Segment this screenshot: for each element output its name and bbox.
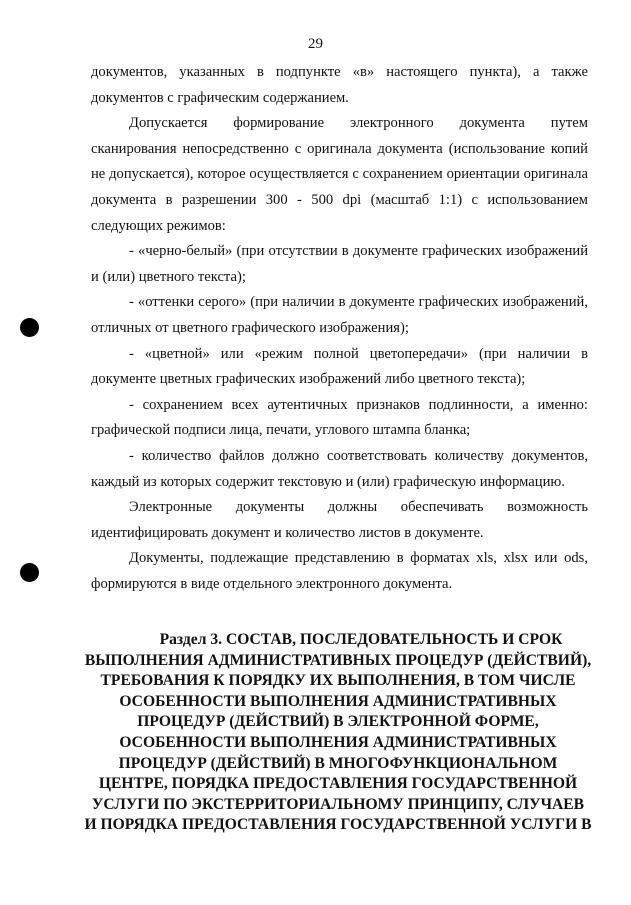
section-heading-text: Раздел 3. СОСТАВ, ПОСЛЕДОВАТЕЛЬНОСТЬ И СРОК ВЫПОЛНЕНИЯ АДМИНИСТРАТИВНЫХ ПРОЦЕДУР (ДЕЙСТВИЙ), ТРЕБОВАНИЯ К ПОРЯДКУ ИХ ВЫПОЛНЕНИЯ, В ТОМ ЧИСЛЕ ОСОБЕННОСТИ ВЫПОЛНЕНИЯ АДМИНИСТРАТИВНЫХ ПРОЦЕДУР (ДЕЙСТВИЙ) В ЭЛЕКТРОННОЙ ФОРМЕ, ОСОБЕННОСТИ ВЫПОЛНЕНИЯ АДМИНИСТРАТИВНЫХ ПРОЦЕДУР (ДЕЙСТВИЙ) В МНОГОФУНКЦИОНАЛЬНОМ ЦЕНТРЕ, ПОРЯДКА ПРЕДОСТАВЛЕНИЯ ГОСУДАРСТВЕННОЙ УСЛУГИ ПО ЭКСТЕРРИТОРИАЛЬНОМУ ПРИНЦИПУ, СЛУЧАЕВ И ПОРЯДКА ПРЕДОСТАВЛЕНИЯ ГОСУДАРСТВЕННОЙ УСЛУГИ В	[84, 631, 592, 834]
section-heading	[84, 630, 592, 836]
punch-hole-top	[20, 318, 39, 337]
paragraph-identification: Электронные документы должны обеспечивать возможность идентифицировать документ и количество листов в документе.	[91, 499, 588, 541]
paragraph-scanning-rules: Допускается формирование электронного документа путем сканирования непосредственно с оригинала документа (использование копий не допускается), которое осуществляется с сохранением ориентации оригинала документа в разрешении 300 - 500 dpi (масштаб 1:1) с использованием следующих режимов:	[91, 115, 588, 234]
list-item-authenticity: - сохранением всех аутентичных признаков подлинности, а именно: графической подписи лица, печати, углового штампа бланка;	[91, 396, 588, 439]
page-number: 29	[308, 36, 323, 52]
list-item-file-count: - количество файлов должно соответствовать количеству документов, каждый из которых содержит текстовую и (или) графическую информацию.	[91, 447, 588, 490]
list-item-grayscale: - «оттенки серого» (при наличии в документе графических изображений, отличных от цветного графического изображения);	[91, 294, 588, 336]
paragraph-formats: Документы, подлежащие представлению в форматах xls, xlsx или ods, формируются в виде отдельного электронного документа.	[91, 550, 588, 592]
document-body	[91, 60, 588, 597]
list-item-black-white: - «черно-белый» (при отсутствии в документе графических изображений и (или) цветного текста);	[91, 243, 588, 285]
list-item-color: - «цветной» или «режим полной цветопередачи» (при наличии в документе цветных графических изображений либо цветного текста);	[91, 345, 588, 388]
punch-hole-bottom	[20, 563, 39, 582]
paragraph-continuation: документов, указанных в подпункте «в» настоящего пункта), а также документов с графическим содержанием.	[91, 64, 588, 106]
